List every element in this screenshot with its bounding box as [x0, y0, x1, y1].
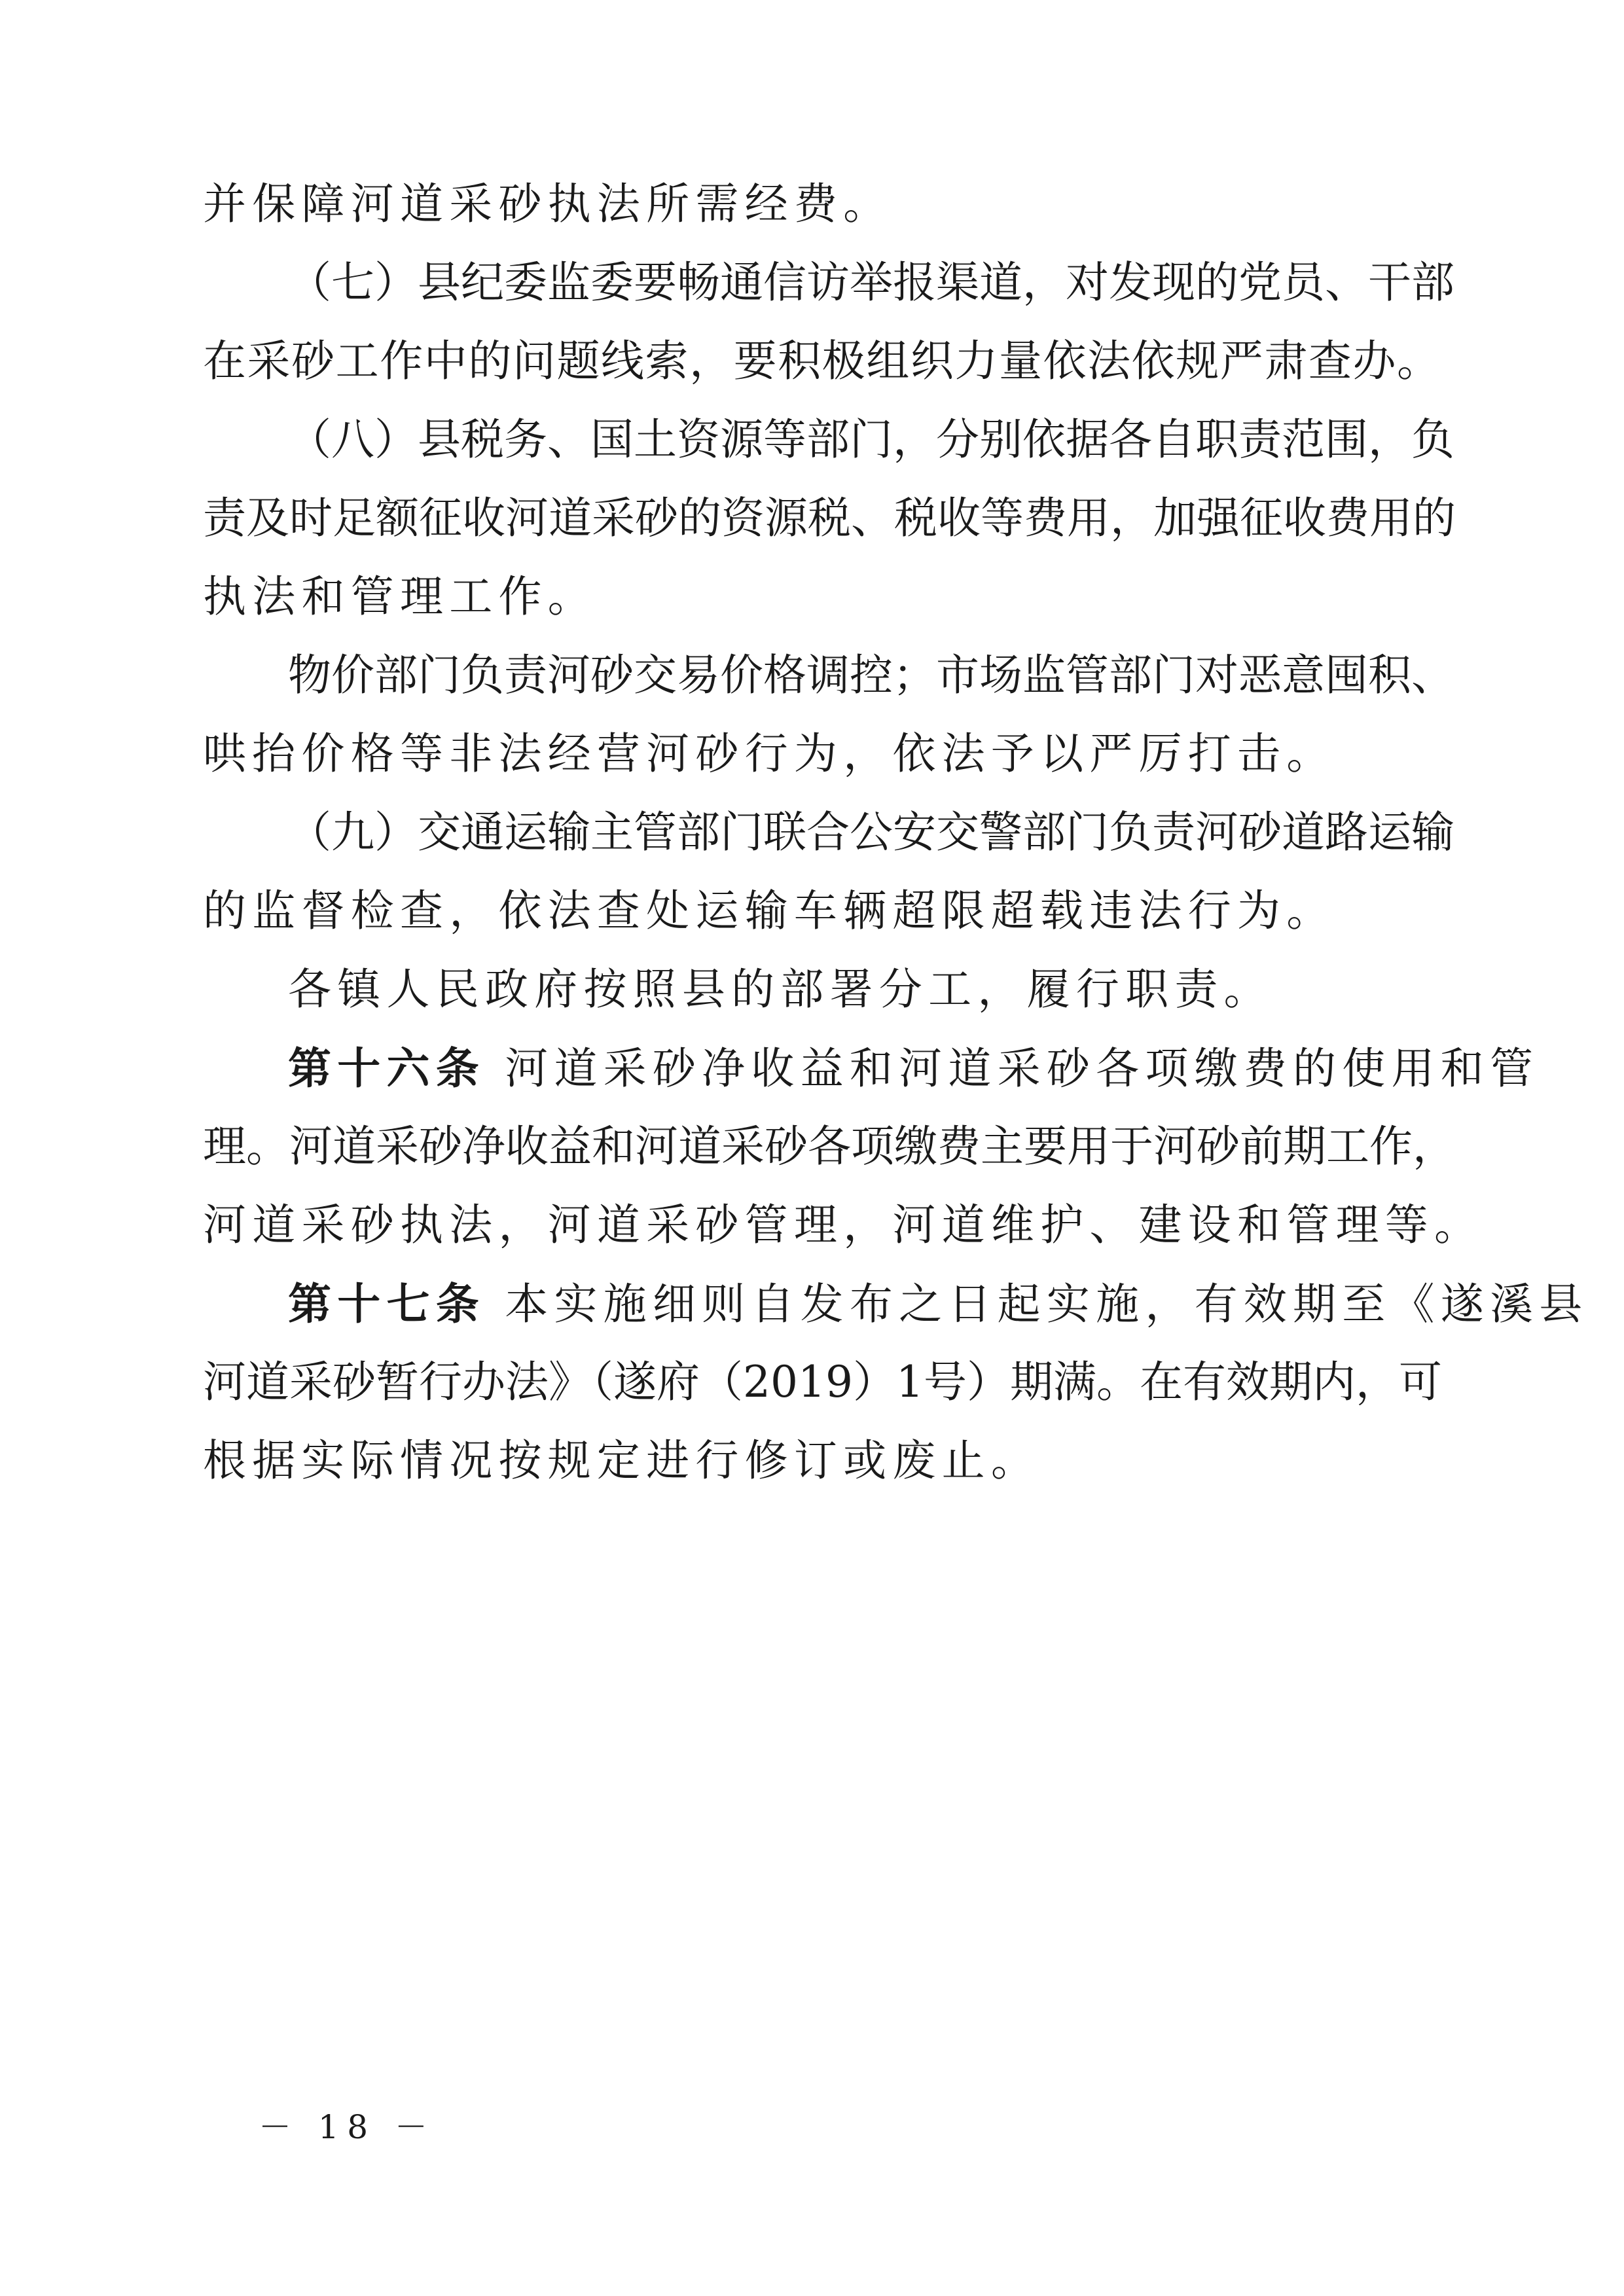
paragraph-line: 责及时足额征收河道采砂的资源税、税收等费用，加强征收费用的 — [203, 493, 1456, 543]
paragraph-line: 物价部门负责河砂交易价格调控；市场监管部门对恶意囤积、 — [288, 650, 1454, 700]
paragraph-line: 各镇人民政府按照县的部署分工，履行职责。 — [288, 964, 1273, 1014]
paragraph-line: 哄抬价格等非法经营河砂行为，依法予以严厉打击。 — [203, 728, 1336, 779]
article-label: 第十七条 — [288, 1278, 485, 1329]
page-number: － 18 － — [259, 2108, 436, 2146]
paragraph-line: 河道采砂暂行办法》（遂府（2019）1号）期满。在有效期内，可 — [203, 1357, 1442, 1407]
paragraph-line: 河道采砂执法，河道采砂管理，河道维护、建设和管理等。 — [203, 1200, 1484, 1250]
article-17-line — [288, 1265, 1588, 1343]
article-text: 本实施细则自发布之日起实施，有效期至《遂溪县 — [505, 1279, 1589, 1329]
paragraph-line: 并保障河道采砂执法所需经费。 — [203, 179, 893, 229]
article-label: 第十六条 — [288, 1043, 485, 1094]
paragraph-line: 执法和管理工作。 — [203, 571, 597, 622]
paragraph-line: 根据实际情况按规定进行修订或废止。 — [203, 1435, 1041, 1486]
paragraph-line: （七）县纪委监委要畅通信访举报渠道，对发现的党员、干部 — [288, 257, 1454, 308]
article-text: 河道采砂净收益和河道采砂各项缴费的使用和管 — [505, 1043, 1540, 1094]
paragraph-line: 在采砂工作中的问题线索，要积极组织力量依法依规严肃查办。 — [203, 336, 1440, 386]
paragraph-line: 理。河道采砂净收益和河道采砂各项缴费主要用于河砂前期工作， — [203, 1121, 1456, 1172]
paragraph-line: （八）县税务、国土资源等部门，分别依据各自职责范围，负 — [288, 414, 1454, 465]
article-16-line — [288, 1029, 1539, 1107]
paragraph-line: （九）交通运输主管部门联合公安交警部门负责河砂道路运输 — [288, 807, 1454, 857]
paragraph-line: 的监督检查，依法查处运输车辆超限超载违法行为。 — [203, 886, 1336, 936]
